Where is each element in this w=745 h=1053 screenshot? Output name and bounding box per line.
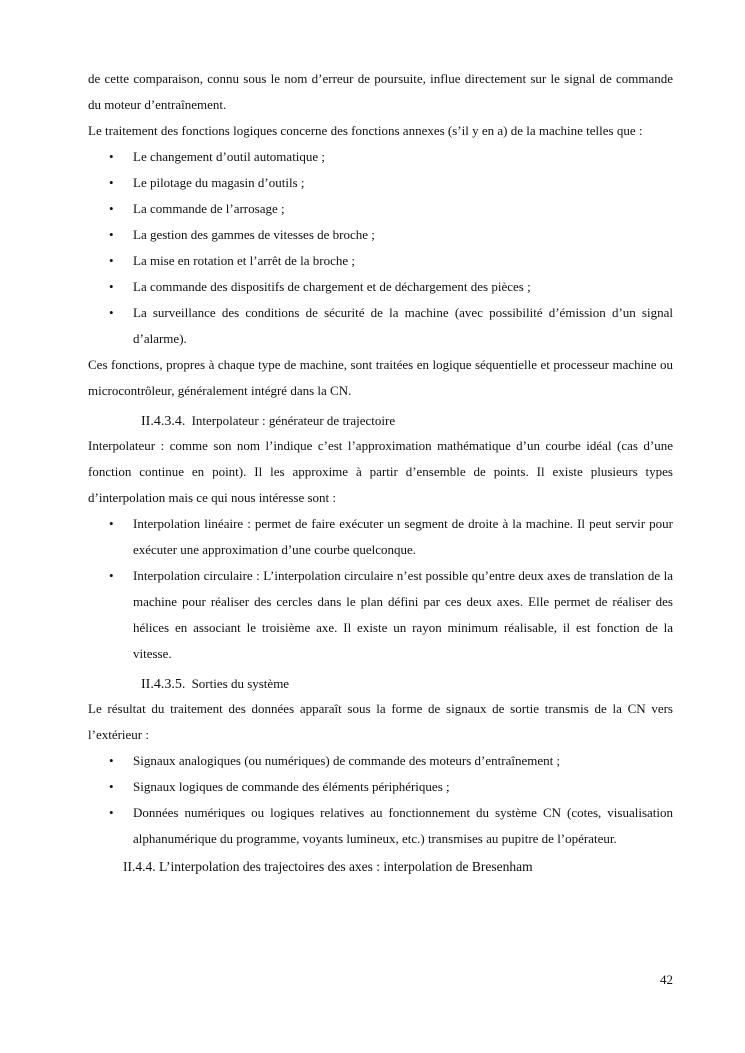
list-item: • La gestion des gammes de vitesses de broche ; [88, 222, 673, 248]
list-item: • Interpolation linéaire : permet de faire exécuter un segment de droite à la machine. Il peut servir pour exécuter une approximation d’une courbe quelconque. [88, 511, 673, 563]
list-item: • Le pilotage du magasin d’outils ; [88, 170, 673, 196]
list-item: • Signaux logiques de commande des éléments périphériques ; [88, 774, 673, 800]
section-heading-bresenham [88, 854, 673, 880]
section-heading-sorties [88, 673, 673, 696]
output-signals-list [88, 748, 673, 852]
list-item: • La commande de l’arrosage ; [88, 196, 673, 222]
section-title: Interpolateur : générateur de trajectoire [191, 413, 396, 428]
sorties-paragraph: Le résultat du traitement des données apparaît sous la forme de signaux de sortie transmis de la CN vers l’extérieur : [88, 701, 673, 742]
section-heading-interpolateur [88, 410, 673, 433]
list-item: • La surveillance des conditions de sécurité de la machine (avec possibilité d’émission d’un signal d’alarme). [88, 300, 673, 352]
section-number: II.4.4. [123, 859, 156, 874]
list-item: • Données numériques ou logiques relatives au fonctionnement du système CN (cotes, visualisation alphanumérique du programme, voyants lumineux, etc.) transmises au pupitre de l’opérateur. [88, 800, 673, 852]
list-item: • Le changement d’outil automatique ; [88, 144, 673, 170]
list-item: • La commande des dispositifs de chargement et de déchargement des pièces ; [88, 274, 673, 300]
interpolation-types-list [88, 511, 673, 667]
page-content [88, 66, 673, 880]
intro-paragraph-2: Le traitement des fonctions logiques concerne des fonctions annexes (s’il y en a) de la machine telles que : [88, 123, 643, 138]
list-item: • La mise en rotation et l’arrêt de la broche ; [88, 248, 673, 274]
logic-closing-paragraph: Ces fonctions, propres à chaque type de machine, sont traitées en logique séquentielle et processeur machine ou microcontrôleur, généralement intégré dans la CN. [88, 357, 673, 398]
list-item: • Interpolation circulaire : L’interpolation circulaire n’est possible qu’entre deux axes de translation de la machine pour réaliser des cercles dans le plan défini par ces deux axes. Elle permet de réaliser des hélices en associant le troisième axe. Il existe un rayon minimum réalisable, il est fonction de la vitesse. [88, 563, 673, 667]
interpolateur-paragraph: Interpolateur : comme son nom l’indique c’est l’approximation mathématique d’un courbe idéal (cas d’une fonction continue en point). Il les approxime à partir d’ensemble de points. Il existe plusieurs types d’interpolation mais ce qui nous intéresse sont : [88, 438, 673, 505]
section-number: II.4.3.5. [141, 677, 186, 692]
section-title: Sorties du système [191, 676, 290, 691]
section-title: L’interpolation des trajectoires des axes : interpolation de Bresenham [159, 859, 533, 874]
list-item: • Signaux analogiques (ou numériques) de commande des moteurs d’entraînement ; [88, 748, 673, 774]
section-number: II.4.3.4. [141, 414, 186, 429]
logic-functions-list [88, 144, 673, 352]
page-number: 42 [660, 972, 673, 987]
intro-paragraph-1: de cette comparaison, connu sous le nom d’erreur de poursuite, influe directement sur le signal de commande du moteur d’entraînement. [88, 71, 673, 112]
